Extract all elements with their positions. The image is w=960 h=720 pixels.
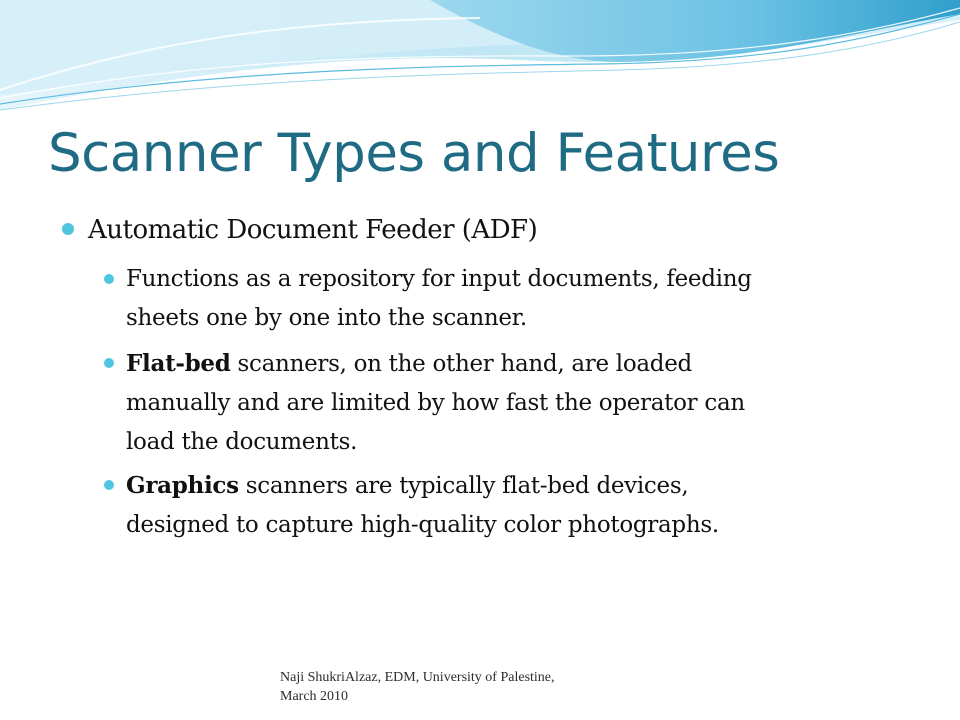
bold-term: Flat-bed xyxy=(126,350,231,377)
bullet-icon xyxy=(62,223,74,235)
bullet-text: scanners, on the other hand, are loaded xyxy=(230,351,692,377)
footer-line: March 2010 xyxy=(280,689,349,704)
bullet-text: scanners are typically flat-bed devices, xyxy=(238,473,689,499)
bullet-icon xyxy=(104,480,114,490)
bullet-level1: Automatic Document Feeder (ADF) xyxy=(88,215,538,245)
bullet-line: load the documents. xyxy=(126,429,358,455)
bullet-line: sheets one by one into the scanner. xyxy=(126,305,527,331)
footer-line: Naji ShukriAlzaz, EDM, University of Palestine, xyxy=(280,670,555,685)
bullet-icon xyxy=(104,358,114,368)
slide-footer xyxy=(280,668,555,706)
bullet-line xyxy=(126,344,906,384)
bullet-icon xyxy=(104,274,114,284)
bullet-line xyxy=(126,466,906,506)
bullet-item-graphics xyxy=(126,466,906,545)
slide-title: Scanner Types and Features xyxy=(48,123,780,184)
bullet-item-adf-function xyxy=(126,260,906,338)
bullet-item-flatbed xyxy=(126,344,906,462)
bullet-line: manually and are limited by how fast the operator can xyxy=(126,390,745,416)
header-wave-decoration xyxy=(0,0,960,120)
bullet-line: Functions as a repository for input documents, feeding xyxy=(126,266,752,292)
bold-term: Graphics xyxy=(126,472,239,499)
bullet-line: designed to capture high-quality color photographs. xyxy=(126,512,719,538)
